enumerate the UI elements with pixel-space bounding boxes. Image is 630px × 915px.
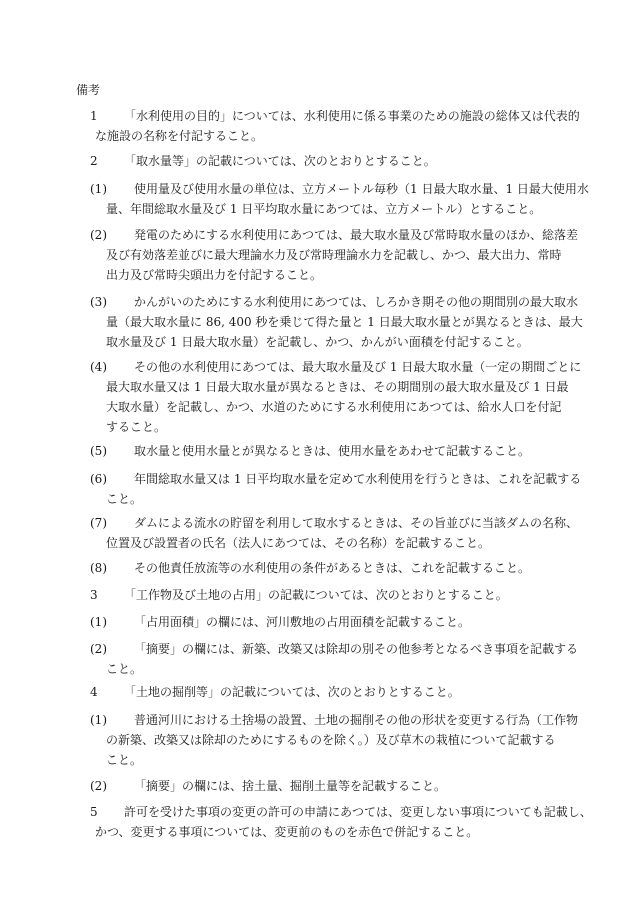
item-text-line: 使用量及び使用水量の単位は、立方メートル毎秒（1 日最大取水量、1 日最大使用水 xyxy=(134,182,589,196)
item-text-line: 「土地の掘削等」の記載については、次のとおりとすること。 xyxy=(124,685,460,699)
note-subitem xyxy=(90,612,470,632)
item-text-line: 出力及び常時尖頭出力を付記すること。 xyxy=(106,268,323,282)
item-text-line: かつ、変更する事項については、変更前のものを赤色で併記すること。 xyxy=(95,825,479,839)
subitem-number: (1) xyxy=(90,615,107,629)
subitem-number: (3) xyxy=(90,295,107,309)
note-subitem xyxy=(90,469,581,509)
item-text-line: その他責任放流等の水利使用の条件があるときは、これを記載すること。 xyxy=(134,561,531,575)
subitem-number: (2) xyxy=(90,779,107,793)
item-text-line: 取水量及び 1 日最大取水量）を記載し、かつ、かんがい面積を付記すること。 xyxy=(106,335,529,349)
item-text-line: な施設の名称を付記すること。 xyxy=(95,129,264,143)
item-text-line: こと。 xyxy=(106,753,143,767)
item-text-line: 発電のためにする水利使用にあつては、最大取水量及び常時取水量のほか、総落差 xyxy=(134,228,579,242)
item-text-line: 量、年間総取水量及び 1 日平均取水量にあつては、立方メートル）とすること。 xyxy=(106,202,542,216)
subitem-number: (5) xyxy=(90,444,107,458)
note-subitem xyxy=(90,292,583,352)
item-text-line: こと。 xyxy=(106,492,143,506)
note-subitem xyxy=(90,357,581,437)
item-text-line: ダムによる流水の貯留を利用して取水するときは、その旨並びに当該ダムの名称、 xyxy=(134,516,579,530)
item-text-line: 量（最大取水量に 86, 400 秒を乗じて得た量と 1 日最大取水量とが異なるときは、最大 xyxy=(106,315,583,329)
note-subitem xyxy=(90,441,530,461)
item-text-line: すること。 xyxy=(106,420,167,434)
item-number: 3 xyxy=(90,588,98,602)
item-text-line: 「占用面積」の欄には、河川敷地の占用面積を記載すること。 xyxy=(134,615,471,629)
item-text-line: 及び有効落差並びに最大理論水力及び常時理論水力を記載し、かつ、最大出力、常時 xyxy=(106,248,562,262)
note-subitem xyxy=(90,225,578,285)
note-subitem xyxy=(90,513,578,553)
item-number: 5 xyxy=(90,805,98,819)
note-item xyxy=(90,151,436,171)
item-text-line: こと。 xyxy=(106,662,143,676)
item-text-line: 「水利使用の目的」については、水利使用に係る事業のための施設の総体又は代表的 xyxy=(124,109,580,123)
item-number: 2 xyxy=(90,154,98,168)
item-text-line: 「取水量等」の記載については、次のとおりとすること。 xyxy=(124,154,436,168)
subitem-number: (7) xyxy=(90,516,107,530)
note-subitem xyxy=(90,179,589,219)
note-subitem xyxy=(90,639,578,679)
item-text-line: 最大取水量又は 1 日最大取水量が異なるときは、その期間別の最大取水量及び 1 日最 xyxy=(106,380,569,394)
subitem-number: (8) xyxy=(90,561,107,575)
page-title: 備考 xyxy=(76,83,101,97)
subitem-number: (2) xyxy=(90,228,107,242)
item-text-line: 許可を受けた事項の変更の許可の申請にあつては、変更しない事項についても記載し、 xyxy=(124,805,592,819)
note-subitem xyxy=(90,710,578,770)
note-subitem xyxy=(90,558,530,578)
note-item xyxy=(90,682,460,702)
subitem-number: (1) xyxy=(90,713,107,727)
item-text-line: かんがいのためにする水利使用にあつては、しろかき期その他の期間別の最大取水 xyxy=(134,295,579,309)
note-subitem xyxy=(90,776,446,796)
item-text-line: 「工作物及び土地の占用」の記載については、次のとおりとすること。 xyxy=(124,588,508,602)
note-item xyxy=(90,585,508,605)
subitem-number: (1) xyxy=(90,182,107,196)
note-item xyxy=(90,106,580,146)
item-text-line: 普通河川における土捨場の設置、土地の掘削その他の形状を変更する行為（工作物 xyxy=(134,713,579,727)
item-text-line: 「摘要」の欄には、捨土量、掘削土量等を記載すること。 xyxy=(134,779,447,793)
item-text-line: その他の水利使用にあつては、最大取水量及び 1 日最大取水量（一定の期間ごとに xyxy=(134,360,582,374)
item-text-line: 位置及び設置者の氏名（法人にあつては、その名称）を記載すること。 xyxy=(106,536,491,550)
item-text-line: 取水量と使用水量とが異なるときは、使用水量をあわせて記載すること。 xyxy=(134,444,531,458)
subitem-number: (6) xyxy=(90,472,107,486)
item-text-line: 大取水量）を記載し、かつ、水道のためにする水利使用にあつては、給水人口を付記 xyxy=(106,400,562,414)
item-text-line: 年間総取水量又は 1 日平均取水量を定めて水利使用を行うときは、これを記載する xyxy=(134,472,582,486)
subitem-number: (2) xyxy=(90,642,107,656)
note-item xyxy=(90,802,592,842)
item-number: 1 xyxy=(90,109,98,123)
item-text-line: の新築、改築又は除却のためにするものを除く。）及び草木の栽植について記載する xyxy=(106,733,556,747)
subitem-number: (4) xyxy=(90,360,107,374)
item-text-line: 「摘要」の欄には、新築、改築又は除却の別その他参考となるべき事項を記載する xyxy=(134,642,579,656)
item-number: 4 xyxy=(90,685,98,699)
